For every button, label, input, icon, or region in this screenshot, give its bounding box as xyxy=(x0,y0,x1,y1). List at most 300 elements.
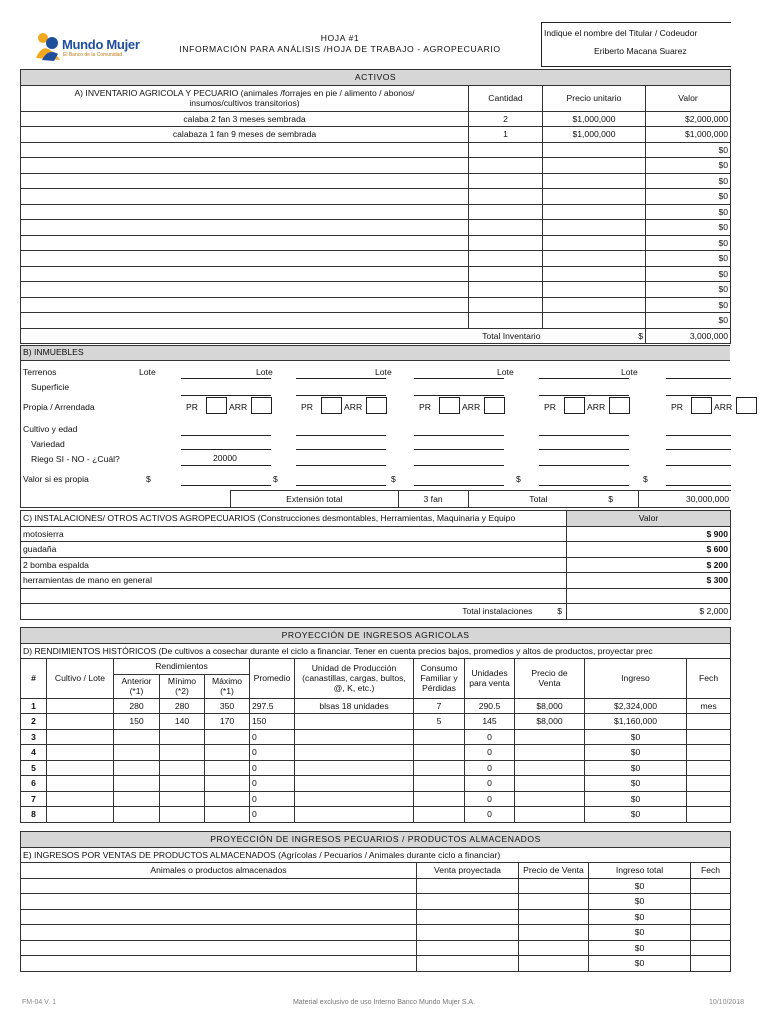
table-row xyxy=(21,909,731,925)
holder-name[interactable]: Eriberto Macana Suarez xyxy=(594,46,687,56)
superficie-field[interactable] xyxy=(666,395,731,396)
minimo-cell[interactable] xyxy=(160,807,205,823)
lote-field[interactable] xyxy=(296,378,386,379)
animales-cell[interactable] xyxy=(21,878,417,894)
instalacion-value-cell[interactable]: $ 900 xyxy=(567,526,731,542)
extension-total-currency: $ xyxy=(608,494,614,504)
ingreso-total-cell: $0 xyxy=(589,925,691,941)
inventory-title-line1: A) INVENTARIO AGRICOLA Y PECUARIO (animales /forrajes en pie / alimento / abonos/ xyxy=(74,88,415,98)
inventory-qty-cell[interactable] xyxy=(469,204,543,220)
instalaciones-table xyxy=(20,510,731,620)
inventory-qty-cell[interactable] xyxy=(469,142,543,158)
consumo-cell[interactable]: 5 xyxy=(414,714,465,730)
fecha-e-cell[interactable] xyxy=(691,878,731,894)
inventory-desc-cell[interactable] xyxy=(21,142,469,158)
col-maximo: Máximo (*1) xyxy=(205,674,250,698)
cultivo-cell[interactable] xyxy=(47,714,114,730)
fecha-cell[interactable] xyxy=(687,760,731,776)
inventory-desc-cell[interactable] xyxy=(21,189,469,205)
animales-cell[interactable] xyxy=(21,925,417,941)
precio-e-cell[interactable] xyxy=(519,956,589,972)
precio-e-cell[interactable] xyxy=(519,894,589,910)
precio-cell[interactable] xyxy=(515,791,585,807)
fecha-cell[interactable] xyxy=(687,791,731,807)
promedio-cell: 0 xyxy=(250,745,295,761)
precio-cell[interactable] xyxy=(515,760,585,776)
section-pecuarios xyxy=(20,831,730,972)
inventory-value-cell: $0 xyxy=(646,189,731,205)
arr-checkbox[interactable] xyxy=(251,397,272,414)
col-fecha: Fech xyxy=(687,659,731,699)
valor-field[interactable] xyxy=(414,485,504,486)
superficie-field[interactable] xyxy=(296,395,386,396)
minimo-cell[interactable] xyxy=(160,729,205,745)
inventory-qty-cell[interactable]: 2 xyxy=(469,111,543,127)
ingreso-cell: $0 xyxy=(585,776,687,792)
minimo-cell[interactable]: 140 xyxy=(160,714,205,730)
lote-field[interactable] xyxy=(539,378,629,379)
terrenos-label: Terrenos xyxy=(23,367,57,377)
inventory-qty-cell[interactable] xyxy=(469,297,543,313)
promedio-cell: 297.5 xyxy=(250,698,295,714)
precio-cell[interactable] xyxy=(515,729,585,745)
cultivo-field[interactable] xyxy=(181,435,271,436)
lote-field[interactable] xyxy=(181,378,271,379)
fecha-cell[interactable] xyxy=(687,714,731,730)
unidad-cell[interactable] xyxy=(295,729,414,745)
pecuarios-table xyxy=(20,831,731,972)
variedad-field[interactable] xyxy=(181,449,271,450)
maximo-cell[interactable] xyxy=(205,791,250,807)
ingreso-cell: $0 xyxy=(585,791,687,807)
fecha-cell[interactable] xyxy=(687,776,731,792)
inventory-qty-cell[interactable] xyxy=(469,173,543,189)
precio-cell[interactable]: $8,000 xyxy=(515,714,585,730)
row-number: 5 xyxy=(21,760,47,776)
fecha-cell[interactable] xyxy=(687,807,731,823)
inventory-price-cell[interactable] xyxy=(543,189,646,205)
arr-checkbox[interactable] xyxy=(366,397,387,414)
total-instalaciones-value: $ 2,000 xyxy=(567,604,731,620)
maximo-cell[interactable] xyxy=(205,760,250,776)
lote-label: Lote xyxy=(621,367,638,377)
instalacion-desc-cell[interactable]: herramientas de mano en general xyxy=(21,573,567,589)
pecuarios-title: PROYECCIÓN DE INGRESOS PECUARIOS / PRODUCTOS ALMACENADOS xyxy=(21,832,731,848)
table-row xyxy=(21,282,731,298)
col-rendimientos: Rendimientos xyxy=(114,659,250,675)
anterior-cell[interactable] xyxy=(114,791,160,807)
pr-checkbox[interactable] xyxy=(439,397,460,414)
cultivo-cell[interactable] xyxy=(47,729,114,745)
inventory-desc-cell[interactable] xyxy=(21,282,469,298)
inventory-title xyxy=(21,85,469,111)
total-instalaciones-label: Total instalaciones xyxy=(462,606,533,617)
fecha-e-cell[interactable] xyxy=(691,894,731,910)
consumo-cell[interactable] xyxy=(414,729,465,745)
col-venta-proyectada: Venta proyectada xyxy=(417,863,519,879)
ingreso-cell: $0 xyxy=(585,729,687,745)
inventory-value-cell: $0 xyxy=(646,204,731,220)
valor-currency: $ xyxy=(391,474,396,484)
arr-checkbox[interactable] xyxy=(736,397,757,414)
minimo-cell[interactable] xyxy=(160,745,205,761)
consumo-cell[interactable] xyxy=(414,791,465,807)
precio-cell[interactable] xyxy=(515,776,585,792)
promedio-cell: 150 xyxy=(250,714,295,730)
instalacion-desc-cell[interactable] xyxy=(21,588,567,604)
riego-field[interactable] xyxy=(539,465,629,466)
table-row xyxy=(21,573,731,589)
inventory-value-cell: $0 xyxy=(646,173,731,189)
inventory-desc-cell[interactable] xyxy=(21,266,469,282)
col-valor: Valor xyxy=(646,85,731,111)
inventory-price-cell[interactable]: $1,000,000 xyxy=(543,127,646,143)
instalacion-value-cell[interactable]: $ 200 xyxy=(567,557,731,573)
logo xyxy=(32,30,152,64)
minimo-cell[interactable]: 280 xyxy=(160,698,205,714)
inventory-qty-cell[interactable] xyxy=(469,220,543,236)
lote-label: Lote xyxy=(375,367,392,377)
maximo-cell[interactable] xyxy=(205,745,250,761)
anterior-cell[interactable] xyxy=(114,760,160,776)
instalaciones-col-valor: Valor xyxy=(567,511,731,527)
table-row xyxy=(21,204,731,220)
minimo-cell[interactable] xyxy=(160,791,205,807)
superficie-field[interactable] xyxy=(539,395,629,396)
unidades-cell: 0 xyxy=(465,760,515,776)
precio-cell[interactable] xyxy=(515,745,585,761)
unidades-cell: 0 xyxy=(465,776,515,792)
total-instalaciones xyxy=(21,604,567,620)
col-animales: Animales o productos almacenados xyxy=(21,863,417,879)
arr-checkbox[interactable] xyxy=(484,397,505,414)
inventory-desc-cell[interactable] xyxy=(21,235,469,251)
riego-field[interactable] xyxy=(181,465,271,466)
col-unidad-produccion: Unidad de Producción (canastillas, cargas, bultos, @, K, etc.) xyxy=(295,659,414,699)
superficie-field[interactable] xyxy=(414,395,504,396)
venta-cell[interactable] xyxy=(417,894,519,910)
col-fecha-e: Fech xyxy=(691,863,731,879)
unidad-cell[interactable] xyxy=(295,714,414,730)
maximo-cell[interactable]: 170 xyxy=(205,714,250,730)
inventory-value-cell: $0 xyxy=(646,158,731,174)
inventory-qty-cell[interactable] xyxy=(469,313,543,329)
variedad-field[interactable] xyxy=(539,449,629,450)
inventory-desc-cell[interactable]: calabaza 1 fan 9 meses de sembrada xyxy=(21,127,469,143)
valor-field[interactable] xyxy=(539,485,629,486)
consumo-cell[interactable] xyxy=(414,760,465,776)
pr-label: PR xyxy=(301,402,313,412)
activos-title: ACTIVOS xyxy=(21,70,731,86)
inventory-price-cell[interactable] xyxy=(543,297,646,313)
valor-field[interactable] xyxy=(296,485,386,486)
inventory-value-cell: $2,000,000 xyxy=(646,111,731,127)
inventory-qty-cell[interactable] xyxy=(469,282,543,298)
unidades-cell: 0 xyxy=(465,729,515,745)
extension-value[interactable]: 3 fan xyxy=(399,491,469,507)
valor-field[interactable] xyxy=(666,485,731,486)
maximo-cell[interactable] xyxy=(205,776,250,792)
inventory-desc-cell[interactable] xyxy=(21,173,469,189)
table-row xyxy=(21,714,731,730)
inventory-value-cell: $1,000,000 xyxy=(646,127,731,143)
inventory-qty-cell[interactable] xyxy=(469,235,543,251)
variedad-field[interactable] xyxy=(414,449,504,450)
riego-field[interactable] xyxy=(296,465,386,466)
sheet-number: HOJA #1 xyxy=(320,33,360,43)
maximo-cell[interactable] xyxy=(205,807,250,823)
inventory-desc-cell[interactable] xyxy=(21,251,469,267)
inventory-qty-cell[interactable]: 1 xyxy=(469,127,543,143)
unidad-cell[interactable] xyxy=(295,791,414,807)
inventory-price-cell[interactable] xyxy=(543,313,646,329)
anterior-cell[interactable]: 280 xyxy=(114,698,160,714)
lote-field[interactable] xyxy=(414,378,504,379)
inventory-qty-cell[interactable] xyxy=(469,158,543,174)
inventory-desc-cell[interactable] xyxy=(21,220,469,236)
inventory-price-cell[interactable] xyxy=(543,158,646,174)
cultivo-cell[interactable] xyxy=(47,807,114,823)
extension-label: Extensión total xyxy=(231,491,399,507)
promedio-cell: 0 xyxy=(250,807,295,823)
fecha-e-cell[interactable] xyxy=(691,956,731,972)
inventory-desc-cell[interactable]: calaba 2 fan 3 meses sembrada xyxy=(21,111,469,127)
unidades-cell: 0 xyxy=(465,745,515,761)
fecha-e-cell[interactable] xyxy=(691,925,731,941)
cultivo-cell[interactable] xyxy=(47,745,114,761)
fecha-e-cell[interactable] xyxy=(691,909,731,925)
valor-propia-label: Valor si es propia xyxy=(23,474,89,484)
consumo-cell[interactable]: 7 xyxy=(414,698,465,714)
anterior-cell[interactable] xyxy=(114,776,160,792)
cultivo-cell[interactable] xyxy=(47,791,114,807)
anterior-cell[interactable] xyxy=(114,807,160,823)
venta-cell[interactable] xyxy=(417,940,519,956)
venta-cell[interactable] xyxy=(417,909,519,925)
pr-label: PR xyxy=(671,402,683,412)
table-row xyxy=(21,956,731,972)
precio-e-cell[interactable] xyxy=(519,940,589,956)
precio-e-cell[interactable] xyxy=(519,909,589,925)
riego-value[interactable]: 20000 xyxy=(213,453,237,463)
table-row xyxy=(21,776,731,792)
anterior-cell[interactable] xyxy=(114,729,160,745)
inventory-price-cell[interactable]: $1,000,000 xyxy=(543,111,646,127)
promedio-cell: 0 xyxy=(250,729,295,745)
inventory-desc-cell[interactable] xyxy=(21,204,469,220)
consumo-cell[interactable] xyxy=(414,745,465,761)
col-precio-unitario: Precio unitario xyxy=(543,85,646,111)
arr-checkbox[interactable] xyxy=(609,397,630,414)
instalacion-desc-cell[interactable]: motosierra xyxy=(21,526,567,542)
arr-label: ARR xyxy=(587,402,606,412)
extension-row xyxy=(230,490,731,507)
cultivo-field[interactable] xyxy=(414,435,504,436)
precio-e-cell[interactable] xyxy=(519,878,589,894)
promedio-cell: 0 xyxy=(250,776,295,792)
inventory-value-cell: $0 xyxy=(646,251,731,267)
table-row xyxy=(21,173,731,189)
table-row xyxy=(21,313,731,329)
row-number: 8 xyxy=(21,807,47,823)
row-number: 3 xyxy=(21,729,47,745)
unidad-cell[interactable] xyxy=(295,776,414,792)
cultivo-cell[interactable] xyxy=(47,760,114,776)
inventory-price-cell[interactable] xyxy=(543,266,646,282)
superficie-field[interactable] xyxy=(181,395,271,396)
inventory-desc-cell[interactable] xyxy=(21,297,469,313)
fecha-e-cell[interactable] xyxy=(691,940,731,956)
minimo-cell[interactable] xyxy=(160,760,205,776)
ingreso-cell: $0 xyxy=(585,760,687,776)
row-number: 4 xyxy=(21,745,47,761)
anterior-cell[interactable]: 150 xyxy=(114,714,160,730)
fecha-cell[interactable] xyxy=(687,729,731,745)
table-row xyxy=(21,729,731,745)
inmuebles-title: B) INMUEBLES xyxy=(21,346,730,361)
table-row xyxy=(21,111,731,127)
unidad-cell[interactable] xyxy=(295,760,414,776)
pr-checkbox[interactable] xyxy=(691,397,712,414)
inventory-price-cell[interactable] xyxy=(543,282,646,298)
inmuebles-body xyxy=(21,361,733,507)
extension-total-value: 30,000,000 xyxy=(638,491,731,507)
inventory-value-cell: $0 xyxy=(646,220,731,236)
riego-field[interactable] xyxy=(666,465,731,466)
logo-tagline: El Banco de la Comunidad xyxy=(63,52,123,58)
precio-cell[interactable]: $8,000 xyxy=(515,698,585,714)
col-unidades-venta: Unidades para venta xyxy=(465,659,515,699)
total-inventario-value: 3,000,000 xyxy=(646,328,731,344)
footer-note: Material exclusivo de uso Interno Banco Mundo Mujer S.A. xyxy=(292,999,476,1006)
valor-field[interactable] xyxy=(181,485,271,486)
cultivo-cell[interactable] xyxy=(47,698,114,714)
variedad-field[interactable] xyxy=(296,449,386,450)
col-cantidad: Cantidad xyxy=(469,85,543,111)
section-instalaciones xyxy=(20,510,730,620)
lote-field[interactable] xyxy=(666,378,731,379)
inventory-desc-cell[interactable] xyxy=(21,313,469,329)
instalacion-value-cell[interactable]: $ 300 xyxy=(567,573,731,589)
inventory-price-cell[interactable] xyxy=(543,204,646,220)
col-cultivo-lote: Cultivo / Lote xyxy=(47,659,114,699)
ingreso-cell: $0 xyxy=(585,745,687,761)
consumo-cell[interactable] xyxy=(414,807,465,823)
animales-cell[interactable] xyxy=(21,894,417,910)
venta-cell[interactable] xyxy=(417,956,519,972)
inventory-price-cell[interactable] xyxy=(543,173,646,189)
ingreso-cell: $1,160,000 xyxy=(585,714,687,730)
lote-label: Lote xyxy=(497,367,514,377)
unidades-cell: 145 xyxy=(465,714,515,730)
arr-label: ARR xyxy=(462,402,481,412)
variedad-field[interactable] xyxy=(666,449,731,450)
table-row xyxy=(21,542,731,558)
holder-box xyxy=(541,22,731,67)
table-row xyxy=(21,588,731,604)
instalacion-value-cell[interactable]: $ 600 xyxy=(567,542,731,558)
riego-field[interactable] xyxy=(414,465,504,466)
inventory-value-cell: $0 xyxy=(646,142,731,158)
cultivo-field[interactable] xyxy=(296,435,386,436)
section-agricolas xyxy=(20,627,730,823)
section-activos xyxy=(20,69,730,344)
table-row xyxy=(21,297,731,313)
inventory-price-cell[interactable] xyxy=(543,235,646,251)
col-consumo: Consumo Familiar y Pérdidas xyxy=(414,659,465,699)
unidad-cell[interactable]: blsas 18 unidades xyxy=(295,698,414,714)
maximo-cell[interactable]: 350 xyxy=(205,698,250,714)
pr-checkbox[interactable] xyxy=(321,397,342,414)
promedio-cell: 0 xyxy=(250,760,295,776)
animales-cell[interactable] xyxy=(21,940,417,956)
instalacion-desc-cell[interactable]: 2 bomba espalda xyxy=(21,557,567,573)
pr-label: PR xyxy=(186,402,198,412)
inventory-price-cell[interactable] xyxy=(543,251,646,267)
table-row xyxy=(21,745,731,761)
consumo-cell[interactable] xyxy=(414,776,465,792)
arr-label: ARR xyxy=(714,402,733,412)
unidades-cell: 290.5 xyxy=(465,698,515,714)
col-anterior: Anterior (*1) xyxy=(114,674,160,698)
table-row xyxy=(21,235,731,251)
fecha-cell[interactable] xyxy=(687,745,731,761)
venta-cell[interactable] xyxy=(417,925,519,941)
row-number: 1 xyxy=(21,698,47,714)
inventory-value-cell: $0 xyxy=(646,266,731,282)
row-number: 7 xyxy=(21,791,47,807)
total-inventario-currency: $ xyxy=(543,328,646,344)
maximo-cell[interactable] xyxy=(205,729,250,745)
cultivo-field[interactable] xyxy=(666,435,731,436)
fecha-cell[interactable]: mes xyxy=(687,698,731,714)
pr-checkbox[interactable] xyxy=(564,397,585,414)
inventory-qty-cell[interactable] xyxy=(469,189,543,205)
riego-label: Riego SI - NO - ¿Cuál? xyxy=(31,454,120,464)
unidad-cell[interactable] xyxy=(295,745,414,761)
unidad-cell[interactable] xyxy=(295,807,414,823)
precio-e-cell[interactable] xyxy=(519,925,589,941)
rendimientos-title: D) RENDIMIENTOS HISTÓRICOS (De cultivos a cosechar durante el ciclo a financiar. Tener en cuenta precios bajos, promedios y altos de productos, proyectar prec xyxy=(21,643,731,659)
inventory-desc-cell[interactable] xyxy=(21,158,469,174)
inventory-price-cell[interactable] xyxy=(543,142,646,158)
extension-total-label: Total xyxy=(529,494,548,504)
cultivo-cell[interactable] xyxy=(47,776,114,792)
inventory-price-cell[interactable] xyxy=(543,220,646,236)
animales-cell[interactable] xyxy=(21,956,417,972)
inventory-qty-cell[interactable] xyxy=(469,251,543,267)
col-ingreso-total: Ingreso total xyxy=(589,863,691,879)
instalacion-value-cell[interactable] xyxy=(567,588,731,604)
arr-label: ARR xyxy=(229,402,248,412)
logo-figure-icon xyxy=(32,30,64,62)
document-title: INFORMACIÓN PARA ANÁLISIS /HOJA DE TRABAJO - AGROPECUARIO xyxy=(179,44,501,54)
table-row xyxy=(21,807,731,823)
table-row xyxy=(21,251,731,267)
superficie-label: Superficie xyxy=(31,382,70,392)
anterior-cell[interactable] xyxy=(114,745,160,761)
table-row xyxy=(21,557,731,573)
instalacion-desc-cell[interactable]: guadaña xyxy=(21,542,567,558)
inventory-value-cell: $0 xyxy=(646,235,731,251)
animales-cell[interactable] xyxy=(21,909,417,925)
cultivo-field[interactable] xyxy=(539,435,629,436)
inventory-qty-cell[interactable] xyxy=(469,266,543,282)
precio-cell[interactable] xyxy=(515,807,585,823)
pr-checkbox[interactable] xyxy=(206,397,227,414)
minimo-cell[interactable] xyxy=(160,776,205,792)
venta-cell[interactable] xyxy=(417,878,519,894)
